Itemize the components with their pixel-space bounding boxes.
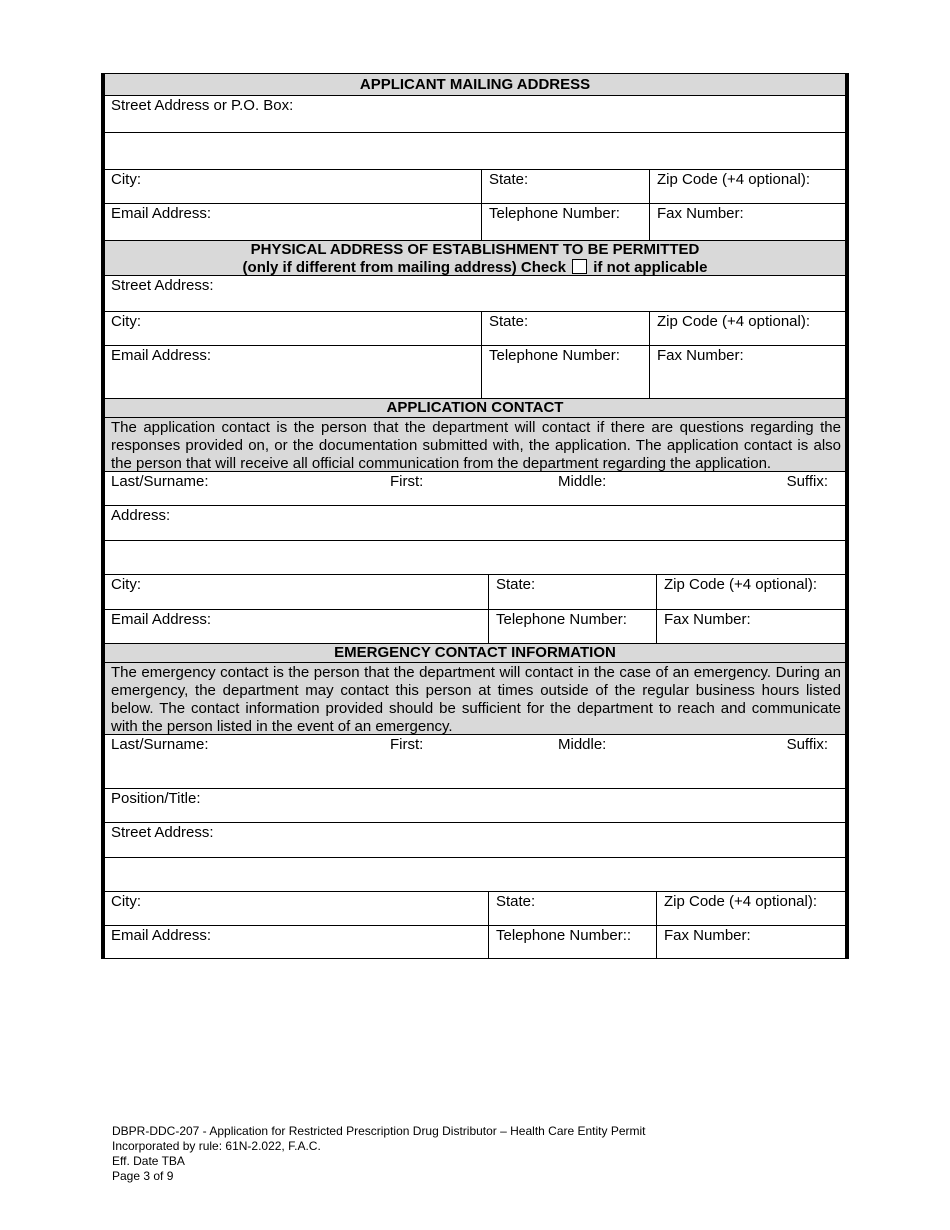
app-contact-zip-field[interactable] <box>656 575 845 609</box>
physical-header-check-text: (only if different from mailing address) Check <box>242 259 566 276</box>
app-contact-suffix-label: Suffix: <box>786 473 828 490</box>
physical-state-label: State: <box>489 313 529 330</box>
footer-form-title: DBPR-DDC-207 - Application for Restricted Prescription Drug Distributor – Health Care Entity Permit <box>112 1124 646 1138</box>
app-contact-first-label: First: <box>390 473 424 490</box>
page-footer <box>112 1124 646 1184</box>
mailing-street-line2-row[interactable] <box>105 133 845 170</box>
app-contact-state-field[interactable] <box>488 575 649 609</box>
app-contact-city-label: City: <box>111 576 141 593</box>
mailing-city-label: City: <box>111 171 141 188</box>
app-contact-address-label: Address: <box>111 507 171 524</box>
emergency-position-label: Position/Title: <box>111 790 201 807</box>
mailing-zip-field[interactable] <box>649 170 845 203</box>
mailing-state-label: State: <box>489 171 529 188</box>
app-contact-email-row <box>105 610 845 644</box>
physical-header-line1: PHYSICAL ADDRESS OF ESTABLISHMENT TO BE PERMITTED <box>250 241 700 258</box>
app-contact-state-label: State: <box>496 576 536 593</box>
app-contact-fax-label: Fax Number: <box>664 611 751 628</box>
emergency-fax-field[interactable] <box>656 926 845 958</box>
app-contact-name-row[interactable] <box>105 472 845 506</box>
physical-state-field[interactable] <box>481 312 649 345</box>
emergency-state-label: State: <box>496 893 536 910</box>
mailing-fax-field[interactable] <box>649 204 845 240</box>
app-contact-address-line2-row[interactable] <box>105 541 845 575</box>
app-contact-phone-label: Telephone Number: <box>496 611 627 628</box>
app-contact-middle-label: Middle: <box>558 473 607 490</box>
mailing-street-label: Street Address or P.O. Box: <box>111 97 294 114</box>
physical-header-na-text: if not applicable <box>593 259 708 276</box>
mailing-zip-label: Zip Code (+4 optional): <box>657 171 811 188</box>
not-applicable-checkbox[interactable] <box>572 259 587 274</box>
application-form <box>101 73 849 959</box>
physical-city-label: City: <box>111 313 141 330</box>
app-contact-description: The application contact is the person that the department will contact if there are questions regarding the responses provided on, or the documentation submitted with, the application. The application contact is also the person that will receive all official communication from the department regarding the application. <box>105 418 845 472</box>
emergency-email-label: Email Address: <box>111 927 212 944</box>
mailing-email-label: Email Address: <box>111 205 212 222</box>
physical-zip-field[interactable] <box>649 312 845 345</box>
emergency-zip-field[interactable] <box>656 892 845 925</box>
app-contact-zip-label: Zip Code (+4 optional): <box>664 576 818 593</box>
emergency-header-text: EMERGENCY CONTACT INFORMATION <box>334 644 616 661</box>
emergency-street-line2-row[interactable] <box>105 858 845 892</box>
emergency-description: The emergency contact is the person that the department will contact in the case of an emergency. During an emergency, the department may contact this person at times outside of the regular business hours listed below. The contact information provided should be sufficient for the department to reach and communicate with the person listed in the event of an emergency. <box>105 663 845 735</box>
emergency-last-label: Last/Surname: <box>111 736 209 753</box>
footer-eff-date: Eff. Date TBA <box>112 1154 185 1168</box>
emergency-phone-label: Telephone Number:: <box>496 927 632 944</box>
mailing-state-field[interactable] <box>481 170 649 203</box>
mailing-section-header <box>105 73 845 96</box>
emergency-street-label: Street Address: <box>111 824 214 841</box>
emergency-fax-label: Fax Number: <box>664 927 751 944</box>
app-contact-header-text: APPLICATION CONTACT <box>386 399 564 416</box>
physical-city-row <box>105 312 845 346</box>
app-contact-phone-field[interactable] <box>488 610 656 643</box>
app-contact-section-header <box>105 399 845 418</box>
physical-phone-field[interactable] <box>481 346 649 398</box>
mailing-street-row[interactable] <box>105 96 845 133</box>
app-contact-fax-field[interactable] <box>656 610 845 643</box>
emergency-section-header <box>105 644 845 663</box>
physical-section-header <box>105 241 845 276</box>
emergency-email-row <box>105 926 845 959</box>
mailing-phone-field[interactable] <box>481 204 649 240</box>
emergency-position-row[interactable] <box>105 789 845 823</box>
physical-zip-label: Zip Code (+4 optional): <box>657 313 811 330</box>
physical-street-row[interactable] <box>105 276 845 312</box>
mailing-header-text: APPLICANT MAILING ADDRESS <box>359 76 591 93</box>
emergency-state-field[interactable] <box>488 892 656 925</box>
footer-rule: Incorporated by rule: 61N-2.022, F.A.C. <box>112 1139 321 1153</box>
physical-header-line2 <box>105 259 845 276</box>
emergency-zip-label: Zip Code (+4 optional): <box>664 893 818 910</box>
mailing-city-row <box>105 170 845 204</box>
physical-street-label: Street Address: <box>111 277 214 294</box>
mailing-email-row <box>105 204 845 241</box>
physical-fax-field[interactable] <box>649 346 845 398</box>
app-contact-last-label: Last/Surname: <box>111 473 209 490</box>
emergency-middle-label: Middle: <box>558 736 607 753</box>
emergency-city-label: City: <box>111 893 141 910</box>
physical-email-label: Email Address: <box>111 347 212 364</box>
mailing-phone-label: Telephone Number: <box>489 205 620 222</box>
emergency-phone-field[interactable] <box>488 926 656 958</box>
emergency-suffix-label: Suffix: <box>786 736 828 753</box>
emergency-street-row[interactable] <box>105 823 845 858</box>
app-contact-email-label: Email Address: <box>111 611 212 628</box>
app-contact-address-row[interactable] <box>105 506 845 541</box>
physical-fax-label: Fax Number: <box>657 347 744 364</box>
emergency-name-row[interactable] <box>105 735 845 789</box>
emergency-first-label: First: <box>390 736 424 753</box>
physical-phone-label: Telephone Number: <box>489 347 620 364</box>
physical-email-row <box>105 346 845 399</box>
app-contact-city-row <box>105 575 845 610</box>
mailing-fax-label: Fax Number: <box>657 205 744 222</box>
footer-page-number: Page 3 of 9 <box>112 1169 174 1183</box>
emergency-city-row <box>105 892 845 926</box>
